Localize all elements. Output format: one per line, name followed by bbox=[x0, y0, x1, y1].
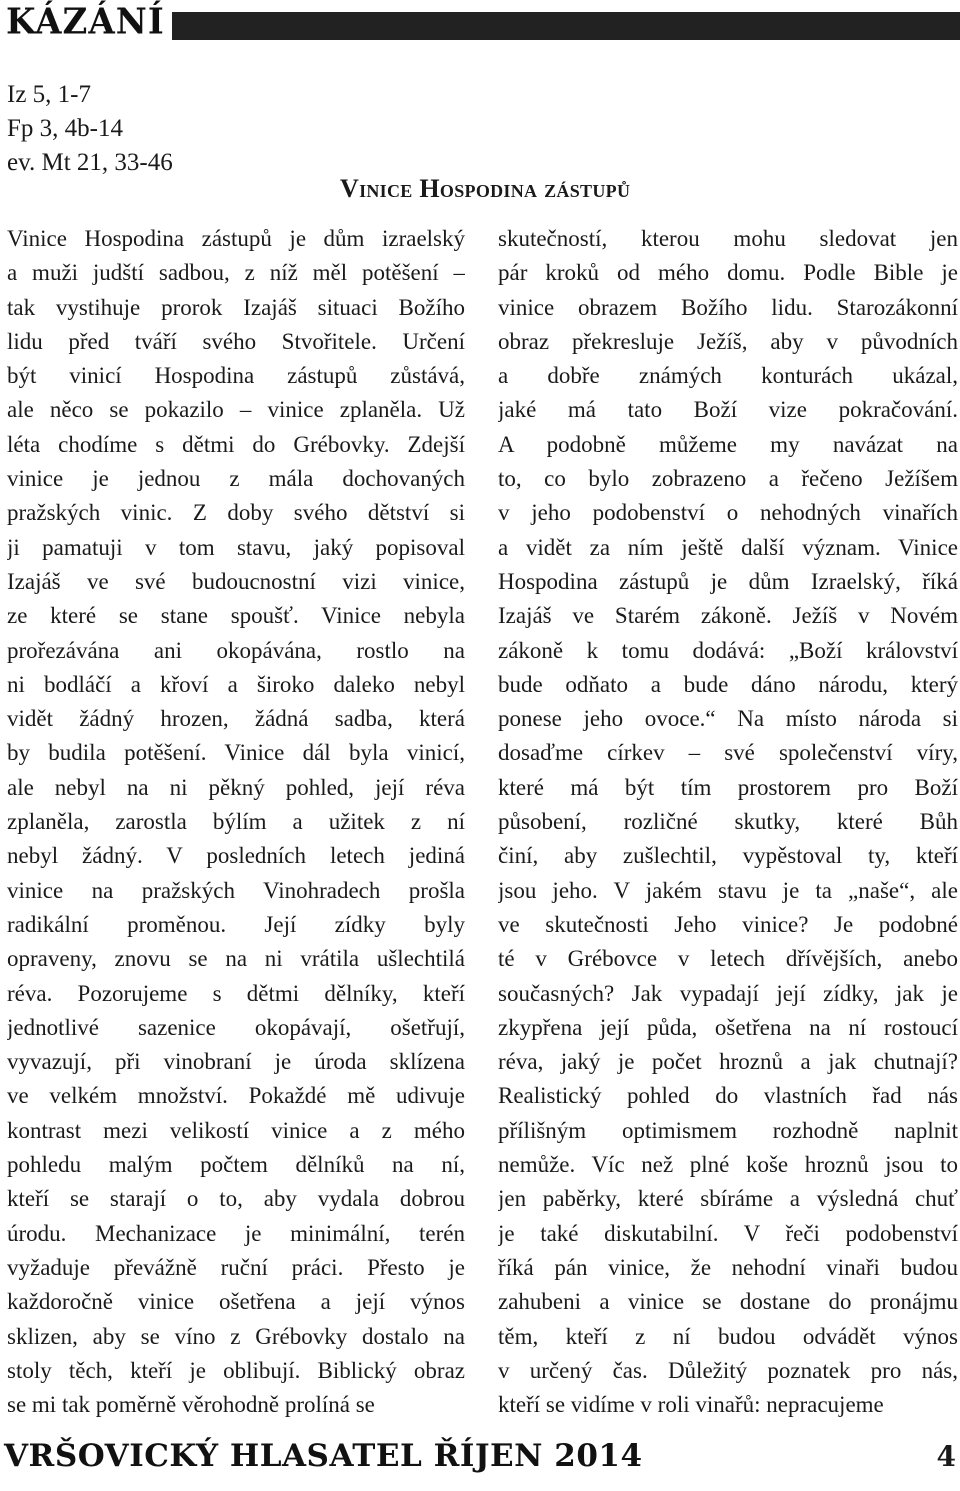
text-line: bude odňato a bude dáno národu, který bbox=[498, 671, 958, 697]
text-line: pohledu malým počtem dělníků na ní, bbox=[7, 1152, 465, 1178]
text-line: ni bodláčí a křoví a široko daleko nebyl bbox=[7, 671, 465, 697]
reference-line: Fp 3, 4b-14 bbox=[7, 115, 123, 142]
reference-line: ev. Mt 21, 33-46 bbox=[7, 149, 173, 176]
text-line: jen paběrky, které sbíráme a výsledná chuť bbox=[498, 1186, 958, 1212]
text-line: zplaněla, zarostla býlím a užitek z ní bbox=[7, 809, 465, 835]
text-line: jaké má tato Boží vize pokračování. bbox=[498, 397, 958, 423]
text-line: lidu před tváří svého Stvořitele. Určení bbox=[7, 328, 465, 354]
text-line: léta chodíme s dětmi do Grébovky. Zdejší bbox=[7, 431, 465, 457]
text-line: ponese jeho ovoce.“ Na místo národa si bbox=[498, 706, 958, 732]
text-line: by budila potěšení. Vinice dál byla vinicí, bbox=[7, 740, 465, 766]
page-header bbox=[0, 0, 960, 44]
text-line: jednotlivé sazenice okopávají, ošetřují, bbox=[7, 1014, 465, 1040]
text-line: ve velkém množství. Pokaždé mě udivuje bbox=[7, 1083, 465, 1109]
text-line: jsou jeho. V jakém stavu je ta „naše“, ale bbox=[498, 877, 958, 903]
text-line: v určený čas. Důležitý poznatek pro nás, bbox=[498, 1357, 958, 1383]
text-line: ji pamatuji v tom stavu, jaký popisoval bbox=[7, 534, 465, 560]
text-line: Izajáš ve své budoucnostní vizi vinice, bbox=[7, 568, 465, 594]
text-line: Hospodina zástupů je dům Izraelský, říká bbox=[498, 568, 958, 594]
text-line: A podobně můžeme my navázat na bbox=[498, 431, 958, 457]
text-line: činí, aby zušlechtil, vypěstoval ty, kteří bbox=[498, 843, 958, 869]
left-column bbox=[7, 222, 465, 1422]
header-bar bbox=[172, 12, 960, 40]
text-line: přílišným optimismem rozhodně naplnit bbox=[498, 1117, 958, 1143]
text-line: je také diskutabilní. V řeči podobenství bbox=[498, 1220, 958, 1246]
text-line: vinice obrazem Božího lidu. Starozákonní bbox=[498, 294, 958, 320]
text-line: Izajáš ve Starém zákoně. Ježíš v Novém bbox=[498, 603, 958, 629]
text-line: opraveny, znovu se na ni vrátila ušlechtilá bbox=[7, 946, 465, 972]
section-title: KÁZÁNÍ bbox=[6, 1, 165, 43]
text-line: skutečností, kterou mohu sledovat jen bbox=[498, 226, 958, 251]
text-line: tak vystihuje prorok Izajáš situaci Božího bbox=[7, 294, 465, 320]
text-line: prořezávána ani okopávána, rostlo na bbox=[7, 637, 465, 663]
text-line: úrodu. Mechanizace je minimální, terén bbox=[7, 1220, 465, 1246]
text-line: réva. Pozorujeme s dětmi dělníky, kteří bbox=[7, 980, 465, 1006]
text-line: vinice je jednou z mála dochovaných bbox=[7, 466, 465, 492]
page-number: 4 bbox=[936, 1440, 956, 1473]
text-line: současných? Jak vypadají její zídky, jak je bbox=[498, 980, 958, 1006]
text-line: kteří se starají o to, aby vydala dobrou bbox=[7, 1186, 465, 1212]
text-line: zahubeni a vinice se dostane do pronájmu bbox=[498, 1289, 958, 1315]
text-line: vyžaduje převážně ruční práci. Přesto je bbox=[7, 1254, 465, 1280]
text-line: obraz překresluje Ježíš, aby v původních bbox=[498, 328, 958, 354]
publication-title: VRŠOVICKÝ HLASATEL ŘÍJEN 2014 bbox=[4, 1438, 643, 1474]
text-line: ale něco se pokazilo – vinice zplaněla. Už bbox=[7, 397, 465, 423]
text-line: ve skutečnosti Jeho vinice? Je podobné bbox=[498, 911, 958, 937]
text-line: zkypřena její půda, ošetřena na ní rostoucí bbox=[498, 1014, 958, 1040]
text-line: vidět žádný hrozen, žádná sadba, která bbox=[7, 706, 465, 732]
text-line: a dobře známých konturách ukázal, bbox=[498, 363, 958, 389]
article-title: Vinice Hospodina zástupů bbox=[340, 174, 631, 203]
text-line: kontrast mezi velikostí vinice a z mého bbox=[7, 1117, 465, 1143]
text-line: pražských vinic. Z doby svého dětství si bbox=[7, 500, 465, 526]
text-line: říká pán vinice, že nehodní vinaři budou bbox=[498, 1254, 958, 1280]
page-footer bbox=[0, 1434, 960, 1491]
text-line: a vidět za ním ještě další význam. Vinice bbox=[498, 534, 958, 560]
right-column bbox=[498, 222, 958, 1422]
text-line: to, co bylo zobrazeno a řečeno Ježíšem bbox=[498, 466, 958, 492]
text-line: nemůže. Víc než plné koše hroznů jsou to bbox=[498, 1152, 958, 1178]
text-line: těm, kteří z ní budou odvádět výnos bbox=[498, 1323, 958, 1349]
text-line: a muži judští sadbou, z níž měl potěšení – bbox=[7, 260, 465, 286]
text-line: působení, rozličné skutky, které Bůh bbox=[498, 809, 958, 835]
text-line: se mi tak poměrně věrohodně prolíná se bbox=[7, 1392, 375, 1418]
text-line: stoly těch, kteří je oblibují. Biblický obraz bbox=[7, 1357, 465, 1383]
text-line: réva, jaký je počet hroznů a jak chutnají? bbox=[498, 1049, 958, 1075]
text-line: Realistický pohled do vlastních řad nás bbox=[498, 1083, 958, 1109]
text-line: pár kroků od mého domu. Podle Bible je bbox=[498, 260, 958, 286]
text-line: Vinice Hospodina zástupů je dům izraelský bbox=[7, 226, 465, 251]
text-line: kteří se vidíme v roli vinařů: nepracujeme bbox=[498, 1392, 884, 1418]
text-line: které má být tím prostorem pro Boží bbox=[498, 774, 958, 800]
text-line: ale nebyl na ni pěkný pohled, její réva bbox=[7, 774, 465, 800]
text-line: sklizen, aby se víno z Grébovky dostalo na bbox=[7, 1323, 465, 1349]
text-line: vyvazují, při vinobraní je úroda sklízena bbox=[7, 1049, 465, 1075]
reference-line: Iz 5, 1-7 bbox=[7, 81, 91, 108]
text-line: zákoně k tomu dodává: „Boží království bbox=[498, 637, 958, 663]
text-line: v jeho podobenství o nehodných vinařích bbox=[498, 500, 958, 526]
text-line: každoročně vinice ošetřena a její výnos bbox=[7, 1289, 465, 1315]
text-line: nebyl žádný. V posledních letech jediná bbox=[7, 843, 465, 869]
text-line: dosaďme církev – své společenství víry, bbox=[498, 740, 958, 766]
bible-references bbox=[7, 78, 173, 180]
text-line: ze které se stane spoušť. Vinice nebyla bbox=[7, 603, 465, 629]
text-line: vinice na pražských Vinohradech prošla bbox=[7, 877, 465, 903]
text-line: té v Grébovce v letech dřívějších, anebo bbox=[498, 946, 958, 972]
text-line: být vinicí Hospodina zástupů zůstává, bbox=[7, 363, 465, 389]
text-line: radikální proměnou. Její zídky byly bbox=[7, 911, 465, 937]
